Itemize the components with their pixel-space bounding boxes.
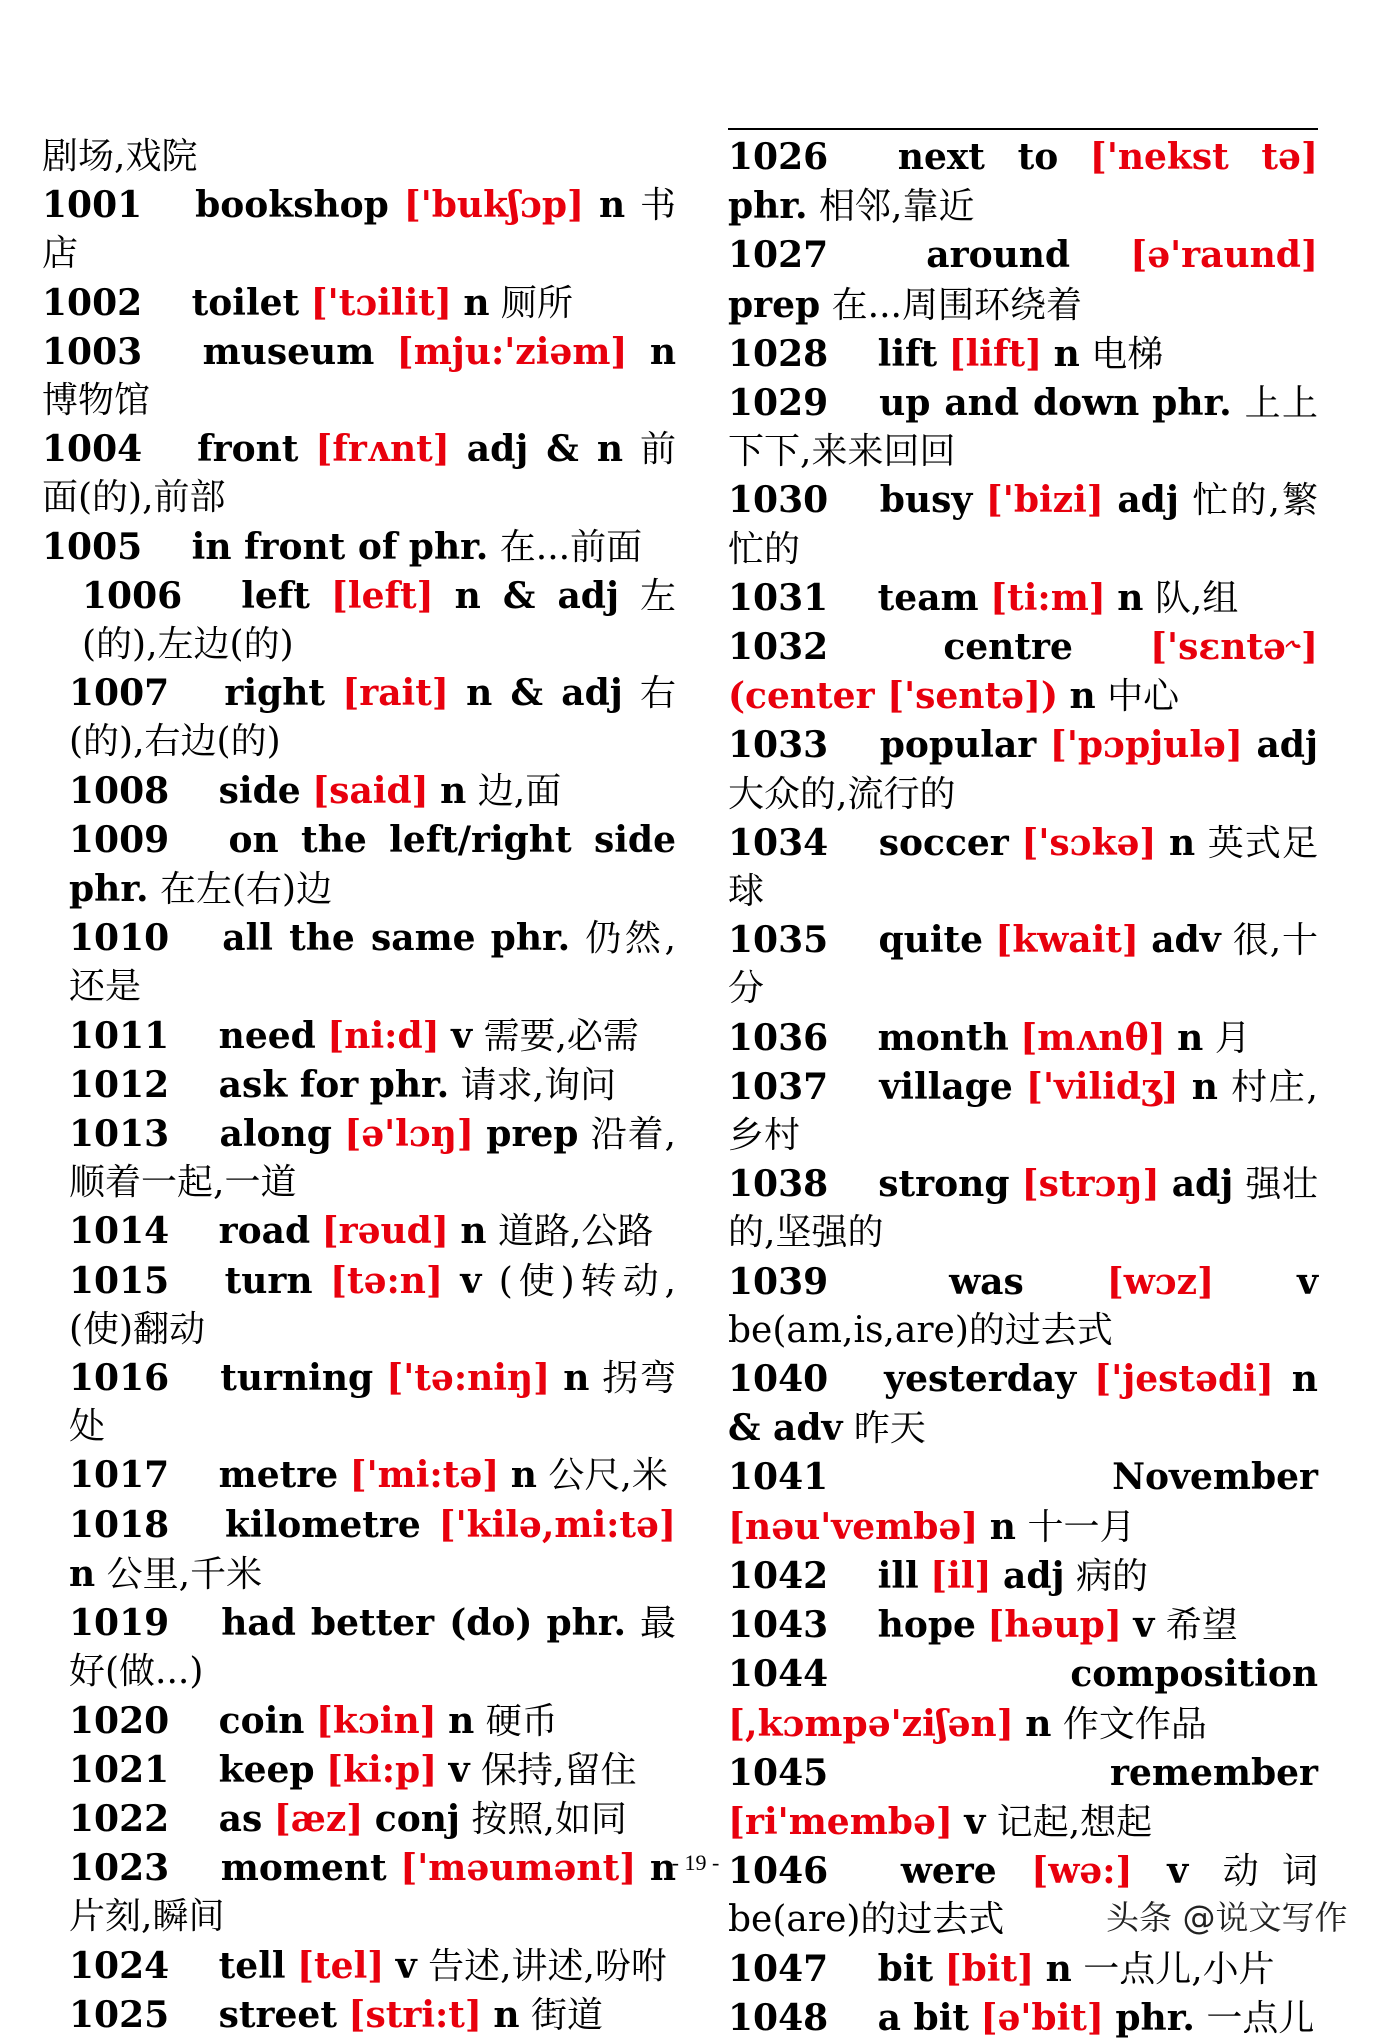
entry-pos: n <box>1177 1016 1204 1059</box>
entry-meaning: 村庄,乡村 <box>728 1066 1318 1157</box>
vocab-entry <box>42 767 676 816</box>
entry-phonetic: [nəu'vembə] <box>728 1505 979 1548</box>
entry-phonetic: ['jestədi] <box>1094 1358 1274 1401</box>
entry-pos: n <box>649 330 677 373</box>
entry-meaning: 书店 <box>42 185 676 275</box>
vocab-entry <box>728 231 1318 329</box>
entry-phonetic: ['vilidʒ] <box>1025 1065 1179 1108</box>
entry-word: November <box>1112 1456 1318 1499</box>
entry-meaning: 英式足球 <box>728 822 1318 913</box>
vocab-entry <box>728 1453 1318 1551</box>
entry-phonetic: [il] <box>930 1554 992 1597</box>
entry-pos: phr. <box>728 185 808 228</box>
entry-meaning: be(am,is,are)的过去式 <box>728 1309 1113 1351</box>
entry-pos: v <box>964 1800 986 1843</box>
entry-number: 1047 <box>728 1947 829 1990</box>
entry-word: hope <box>877 1604 976 1647</box>
entry-phonetic: ['bukʃɔp] <box>403 184 585 227</box>
entry-pos: n <box>1045 1947 1072 1990</box>
entry-pos: n <box>1169 821 1196 864</box>
entry-pos: n <box>989 1505 1016 1548</box>
vocab-entry <box>728 1063 1318 1160</box>
entry-number: 1039 <box>728 1260 829 1303</box>
entry-pos: phr. <box>1152 382 1232 425</box>
vocab-entry <box>42 1012 676 1061</box>
entry-pos: phr. <box>69 868 149 911</box>
entry-phonetic: [tə:n] <box>329 1259 443 1302</box>
vocab-entry <box>42 1354 676 1451</box>
continued-meaning: 剧场,戏院 <box>42 136 198 177</box>
entry-word: composition <box>1070 1653 1318 1696</box>
entry-phonetic: [mʌnθ] <box>1020 1016 1166 1059</box>
entry-pos: phr. <box>408 525 489 568</box>
vocab-entry <box>728 1945 1318 1994</box>
entry-word: as <box>218 1797 263 1840</box>
entry-pos: n <box>510 1454 537 1497</box>
entry-pos: v <box>460 1259 482 1302</box>
entry-word: bit <box>877 1947 934 1990</box>
entry-word: all the same <box>222 917 476 960</box>
entry-meaning: 公里,千米 <box>106 1553 263 1595</box>
entry-meaning: 保持,留住 <box>481 1749 637 1791</box>
entry-number: 1025 <box>69 1993 170 2036</box>
entry-word: village <box>879 1065 1013 1108</box>
entry-pos: n <box>1053 332 1080 375</box>
entry-meaning: 街道 <box>531 1994 604 2036</box>
entry-pos: n <box>448 1699 475 1742</box>
entry-word: street <box>218 1993 337 2036</box>
entry-number: 1040 <box>728 1358 829 1401</box>
entry-pos: n <box>440 769 467 812</box>
vocab-entry <box>42 1207 676 1256</box>
entry-phonetic: [,kɔmpə'ziʃən] <box>728 1702 1014 1745</box>
entry-phonetic: ['mi:tə] <box>349 1454 500 1497</box>
entry-pos: phr. <box>369 1063 450 1106</box>
entry-number: 1033 <box>728 724 829 767</box>
entry-word: left <box>241 574 310 617</box>
entry-number: 1028 <box>728 332 829 375</box>
entry-word: lift <box>877 332 938 375</box>
vocab-entry <box>42 279 676 328</box>
vocab-entry <box>42 1795 676 1844</box>
entry-number: 1008 <box>69 769 170 812</box>
vocab-entry <box>728 1650 1318 1748</box>
entry-pos: conj <box>374 1797 460 1840</box>
vocab-entry <box>728 1014 1318 1063</box>
entry-word: around <box>926 234 1071 277</box>
entry-meaning: 相邻,靠近 <box>819 186 975 228</box>
entry-pos: adj <box>1171 1163 1234 1206</box>
vocab-entry <box>42 328 676 425</box>
entry-phonetic: ['tə:niŋ] <box>386 1357 551 1400</box>
entry-number: 1027 <box>728 234 829 277</box>
entry-meaning: 电梯 <box>1091 333 1164 375</box>
vocab-entry <box>42 1257 676 1354</box>
entry-pos: n & adv <box>728 1358 1318 1450</box>
entry-word: soccer <box>878 821 1009 864</box>
entry-phonetic: [ti:m] <box>990 576 1106 619</box>
entry-phonetic: [rəud] <box>321 1210 449 1253</box>
entry-word: metre <box>218 1454 339 1497</box>
watermark: 头条 @说文写作 <box>1106 1898 1348 1937</box>
entry-word: centre <box>943 626 1073 669</box>
entry-meaning: 最好(做...) <box>69 1603 676 1693</box>
entry-meaning: 一点儿,小片 <box>1083 1948 1275 1990</box>
entry-pos: n <box>463 281 490 324</box>
entry-number: 1015 <box>69 1259 170 1302</box>
entry-number: 1042 <box>728 1554 829 1597</box>
entry-meaning: 厕所 <box>501 282 574 324</box>
vocab-entry <box>42 1942 676 1991</box>
vocab-entry <box>728 721 1318 818</box>
entry-phonetic: ['sɛntə˞] (center ['sentə]) <box>728 626 1318 718</box>
entry-meaning: 忙的,繁忙的 <box>728 480 1319 570</box>
entry-phonetic: [wɔz] <box>1106 1260 1215 1303</box>
entry-phonetic: ['tɔilit] <box>310 281 452 324</box>
entry-pos: phr. <box>1115 1996 1195 2039</box>
entry-meaning: 片刻,瞬间 <box>69 1896 225 1938</box>
entry-meaning: 作文作品 <box>1062 1703 1207 1745</box>
entry-word: up and down <box>879 382 1140 425</box>
entry-meaning: 强壮的,坚强的 <box>728 1164 1318 1254</box>
vocab-entry <box>42 1599 676 1696</box>
entry-number: 1029 <box>728 382 829 425</box>
entry-pos: v <box>451 1014 473 1057</box>
entry-phonetic: [left] <box>330 574 434 617</box>
entry-phonetic: [ə'bit] <box>980 1996 1104 2039</box>
entry-phonetic: [tel] <box>297 1944 385 1987</box>
entry-phonetic: [həup] <box>987 1604 1122 1647</box>
entry-pos: v <box>1167 1850 1189 1893</box>
entry-number: 1038 <box>728 1163 829 1206</box>
entry-number: 1016 <box>69 1357 170 1400</box>
entry-number: 1035 <box>728 919 829 962</box>
entry-pos: n <box>563 1357 590 1400</box>
entry-word: ill <box>877 1554 919 1597</box>
vocab-entry <box>728 1601 1318 1650</box>
vocab-entry <box>728 623 1318 721</box>
entry-meaning: 仍然,还是 <box>69 918 676 1008</box>
left-column <box>42 133 676 2040</box>
entry-meaning: 前面(的),前部 <box>42 429 676 519</box>
entry-number: 1014 <box>69 1210 170 1253</box>
entry-number: 1034 <box>728 821 829 864</box>
entry-number: 1009 <box>69 818 170 861</box>
vocab-entry <box>728 379 1318 476</box>
entry-phonetic: [kɔin] <box>315 1699 437 1742</box>
entry-word: were <box>900 1850 997 1893</box>
entry-meaning: 大众的,流行的 <box>728 773 956 815</box>
entry-phonetic: ['pɔpjulə] <box>1049 724 1243 767</box>
entry-number: 1002 <box>42 281 143 324</box>
entry-phonetic: [rait] <box>342 672 449 715</box>
entry-pos: n <box>1069 675 1096 718</box>
vocab-entry <box>42 425 676 522</box>
entry-phonetic: [lift] <box>948 332 1043 375</box>
entry-word: next to <box>897 136 1059 178</box>
entry-number: 1003 <box>42 330 143 373</box>
vocab-entry <box>728 1258 1318 1355</box>
entry-word: side <box>218 769 301 812</box>
entry-meaning: 博物馆 <box>42 380 151 422</box>
vocab-entry <box>42 523 676 572</box>
entry-number: 1013 <box>69 1113 170 1156</box>
entry-meaning: 很,十分 <box>728 920 1318 1010</box>
entry-pos: n <box>1025 1702 1052 1745</box>
entry-number: 1044 <box>728 1653 829 1696</box>
vocab-entry <box>42 181 676 278</box>
entry-pos: phr. <box>546 1602 626 1645</box>
entry-meaning: 在...周围环绕着 <box>831 284 1083 326</box>
entry-pos: v <box>448 1748 470 1791</box>
vocab-entry <box>42 816 676 914</box>
entry-pos: prep <box>728 283 821 326</box>
entry-pos: adj <box>1003 1554 1065 1597</box>
entry-pos: n <box>649 1847 676 1890</box>
entry-word: moment <box>220 1847 387 1890</box>
vocab-entry <box>728 1160 1318 1257</box>
entry-phonetic: [ki:p] <box>326 1748 438 1791</box>
entry-word: turn <box>224 1259 313 1302</box>
vocab-entry <box>42 1991 676 2040</box>
entry-word: month <box>877 1016 1009 1059</box>
vocab-entry <box>42 1746 676 1795</box>
vocab-entry <box>728 133 1318 231</box>
entry-number: 1005 <box>42 525 143 568</box>
entry-pos: adv <box>1151 919 1221 962</box>
entry-meaning: 告述,讲述,吩咐 <box>428 1945 667 1987</box>
entry-meaning: 边,面 <box>477 770 562 812</box>
entry-meaning: 请求,询问 <box>460 1064 617 1106</box>
entry-word: on the left/right side <box>228 818 676 861</box>
entry-number: 1018 <box>69 1503 170 1546</box>
entry-meaning: 需要,必需 <box>483 1015 639 1057</box>
vocab-entry <box>42 572 676 669</box>
entry-pos: n <box>1191 1065 1218 1108</box>
entry-phonetic: [ni:d] <box>327 1014 440 1057</box>
entry-pos: v <box>1297 1260 1318 1303</box>
entry-word: road <box>218 1210 311 1253</box>
vocab-entry <box>728 1552 1318 1601</box>
entry-meaning: 上上下下,来来回回 <box>728 383 1318 473</box>
entry-pos: adj <box>1256 724 1319 767</box>
entry-number: 1032 <box>728 626 829 669</box>
entry-meaning: (使)转动,(使)翻动 <box>69 1260 676 1350</box>
vocab-entry <box>728 1749 1318 1847</box>
entry-pos: prep <box>486 1113 579 1156</box>
entry-number: 1020 <box>69 1699 170 1742</box>
vocab-entry <box>42 1451 676 1500</box>
entry-phonetic: [æz] <box>273 1797 364 1840</box>
entry-word: ask for <box>218 1063 359 1106</box>
entry-meaning: 在...前面 <box>499 526 643 568</box>
entry-meaning: 一点儿 <box>1206 1997 1315 2039</box>
entry-meaning: 月 <box>1214 1017 1251 1059</box>
entry-pos: n <box>598 184 626 227</box>
entry-number: 1041 <box>728 1456 829 1499</box>
entry-number: 1024 <box>69 1944 170 1987</box>
entry-phonetic: [kwait] <box>995 919 1139 962</box>
entry-phonetic: ['bizi] <box>985 479 1104 522</box>
entry-phonetic: [stri:t] <box>348 1993 482 2036</box>
left-entry-list <box>42 181 676 2040</box>
entry-phonetic: ['kilə,mi:tə] <box>438 1503 676 1546</box>
entry-word: had better (do) <box>221 1602 533 1645</box>
entry-number: 1026 <box>728 136 829 178</box>
entry-phonetic: [bit] <box>944 1947 1035 1990</box>
entry-number: 1006 <box>82 574 183 617</box>
entry-phonetic: [ri'membə] <box>728 1800 953 1843</box>
vocab-entry <box>728 819 1318 916</box>
entry-word: toilet <box>191 281 300 324</box>
vocab-entry <box>728 1355 1318 1453</box>
entry-phonetic: [ə'raund] <box>1130 234 1318 277</box>
entry-pos: n & adj <box>454 574 619 617</box>
entry-pos: v <box>395 1944 417 1987</box>
entry-word: busy <box>879 479 973 522</box>
entry-meaning: 记起,想起 <box>996 1801 1153 1843</box>
entry-number: 1030 <box>728 479 829 522</box>
entry-word: turning <box>220 1357 374 1400</box>
entry-meaning: 昨天 <box>853 1408 926 1450</box>
vocab-entry <box>42 1501 676 1599</box>
entry-number: 1045 <box>728 1751 829 1794</box>
vocab-entry <box>728 574 1318 623</box>
entry-phonetic: ['sɔkə] <box>1021 821 1157 864</box>
entry-number: 1010 <box>69 917 170 960</box>
entry-pos: adj & n <box>466 428 624 471</box>
entry-meaning: 公尺,米 <box>548 1455 668 1497</box>
entry-meaning: 希望 <box>1165 1605 1238 1647</box>
entry-pos: n <box>1117 576 1144 619</box>
entry-phonetic: [said] <box>312 769 429 812</box>
vocab-entry <box>728 916 1318 1013</box>
entry-phonetic: [strɔŋ] <box>1021 1163 1160 1206</box>
entry-number: 1023 <box>69 1847 170 1890</box>
entry-word: front <box>197 428 299 471</box>
entry-word: need <box>218 1014 316 1057</box>
entry-word: tell <box>218 1944 286 1987</box>
entry-phonetic: ['nekst tə] <box>1089 136 1318 178</box>
entry-meaning: 十一月 <box>1027 1506 1136 1548</box>
entry-meaning: 沿着,顺着一起,一道 <box>69 1114 676 1204</box>
entry-meaning: 右(的),右边(的) <box>69 673 676 763</box>
entry-word: strong <box>878 1163 1010 1206</box>
entry-word: keep <box>218 1748 315 1791</box>
entry-number: 1031 <box>728 576 829 619</box>
entry-number: 1043 <box>728 1604 829 1647</box>
entry-number: 1019 <box>69 1602 170 1645</box>
entry-word: coin <box>218 1699 305 1742</box>
entry-meaning: 病的 <box>1076 1555 1149 1597</box>
entry-number: 1022 <box>69 1797 170 1840</box>
header-rule <box>728 128 1318 130</box>
entry-meaning: 按照,如同 <box>471 1798 627 1840</box>
entry-phonetic: [frʌnt] <box>315 428 450 471</box>
entry-phonetic: [ə'lɔŋ] <box>344 1113 474 1156</box>
entry-meaning: 硬币 <box>485 1700 558 1742</box>
entry-pos: n <box>460 1210 487 1253</box>
entry-pos: phr. <box>490 917 571 960</box>
entry-number: 1007 <box>69 672 170 715</box>
entry-pos: v <box>1133 1604 1155 1647</box>
entry-word: right <box>224 672 326 715</box>
vocab-entry <box>728 476 1318 573</box>
entry-phonetic: [wə:] <box>1031 1850 1133 1893</box>
entry-number: 1048 <box>728 1996 829 2039</box>
vocab-entry <box>42 1110 676 1207</box>
entry-number: 1004 <box>42 428 143 471</box>
entry-phonetic: [mju:'ziəm] <box>396 330 628 373</box>
entry-word: kilometre <box>224 1503 421 1546</box>
entry-number: 1046 <box>728 1850 829 1893</box>
entry-word: along <box>219 1113 332 1156</box>
entry-word: a bit <box>877 1996 969 2039</box>
entry-number: 1012 <box>69 1063 170 1106</box>
entry-word: quite <box>878 919 984 962</box>
entry-meaning: 道路,公路 <box>497 1211 654 1253</box>
entry-pos: adj <box>1117 479 1179 522</box>
entry-meaning: 队,组 <box>1154 577 1239 619</box>
right-column <box>728 133 1318 2043</box>
entry-word: yesterday <box>884 1358 1077 1401</box>
entry-word: was <box>949 1260 1024 1303</box>
entry-number: 1011 <box>69 1014 170 1057</box>
vocab-entry <box>728 330 1318 379</box>
vocab-entry <box>42 669 676 766</box>
entry-number: 1021 <box>69 1748 170 1791</box>
vocab-entry <box>42 914 676 1011</box>
entry-pos: n & adj <box>466 672 623 715</box>
entry-word: remember <box>1109 1751 1318 1794</box>
entry-word: team <box>877 576 979 619</box>
entry-meaning: 中心 <box>1107 676 1180 718</box>
entry-pos: n <box>493 1993 520 2036</box>
entry-meaning: 拐弯处 <box>69 1358 676 1448</box>
entry-number: 1001 <box>42 184 143 227</box>
entry-meaning: 动词 be(are)的过去式 <box>728 1851 1318 1941</box>
vocab-entry <box>42 1061 676 1110</box>
vocab-entry <box>42 1697 676 1746</box>
entry-word: bookshop <box>195 184 389 227</box>
entry-word: museum <box>202 330 375 373</box>
entry-meaning: 左(的),左边(的) <box>82 575 676 666</box>
entry-number: 1036 <box>728 1016 829 1059</box>
vocab-entry <box>728 1994 1318 2043</box>
entry-number: 1017 <box>69 1454 170 1497</box>
entry-phonetic: ['məumənt] <box>400 1847 637 1890</box>
right-entry-list <box>728 133 1318 2043</box>
entry-meaning: 在左(右)边 <box>160 869 333 911</box>
page-number: - 19 - <box>671 1850 720 1875</box>
entry-pos: n <box>69 1552 96 1595</box>
entry-word: popular <box>879 724 1037 767</box>
entry-number: 1037 <box>728 1065 829 1108</box>
entry-word: in front of <box>191 525 398 568</box>
